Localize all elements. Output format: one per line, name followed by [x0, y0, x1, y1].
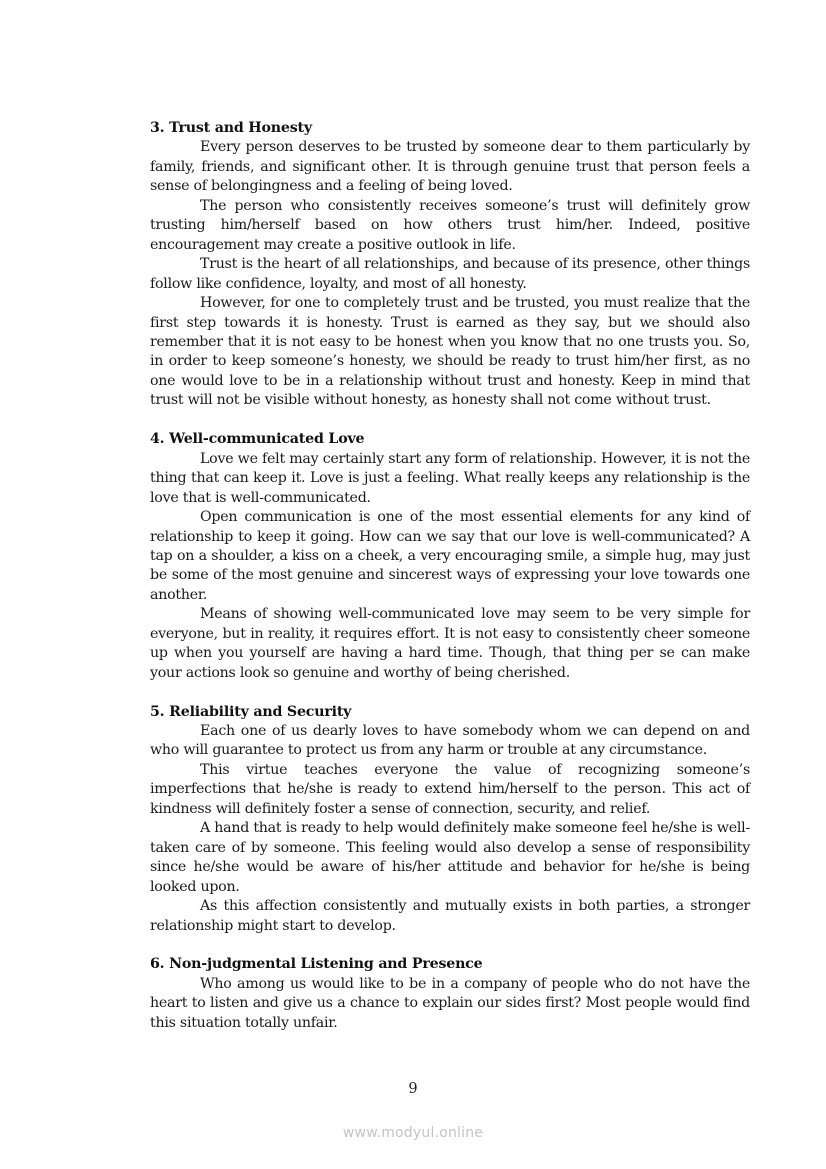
paragraph: Open communication is one of the most essential elements for any kind of relationship to keep it going. How can we say that our love is well-communicated? A tap on a shoulder, a kiss on a cheek, a very encouraging smile, a simple hug, may just be some of the most genuine and sincerest ways of expressing your love towards one another.: [150, 509, 750, 603]
document-body: [150, 119, 750, 1053]
paragraph: As this affection consistently and mutually exists in both parties, a stronger relationship might start to develop.: [150, 898, 750, 934]
section-non-judgmental-listening: [150, 955, 750, 1033]
page-number: 9: [408, 1081, 418, 1097]
paragraph: The person who consistently receives someone’s trust will definitely grow trusting him/herself based on how others trust him/her. Indeed, positive encouragement may create a positive outlook in life.: [150, 197, 750, 253]
paragraph: Trust is the heart of all relationships, and because of its presence, other things follow like confidence, loyalty, and most of all honesty.: [150, 256, 750, 292]
section-heading: 5. Reliability and Security: [150, 703, 352, 720]
paragraph: Means of showing well-communicated love may seem to be very simple for everyone, but in reality, it requires effort. It is not easy to consistently cheer someone up when you yourself are having a hard time. Though, that thing per se can make your actions look so genuine and worthy of being cherished.: [150, 606, 750, 681]
paragraph: Love we felt may certainly start any form of relationship. However, it is not the thing that can keep it. Love is just a feeling. What really keeps any relationship is the love that is well-communicated.: [150, 450, 750, 506]
paragraph: However, for one to completely trust and be trusted, you must realize that the first step towards it is honesty. Trust is earned as they say, but we should also remember that it is not easy to be honest when you know that no one trusts you. So, in order to keep someone’s honesty, we should be ready to trust him/her first, as no one would love to be in a relationship without trust and honesty. Keep in mind that trust will not be visible without honesty, as honesty shall not come without trust.: [150, 295, 750, 409]
section-heading: 3. Trust and Honesty: [150, 120, 312, 136]
section-reliability-and-security: [150, 703, 750, 936]
section-well-communicated-love: [150, 430, 750, 683]
paragraph: Every person deserves to be trusted by someone dear to them particularly by family, friends, and significant other. It is through genuine trust that person feels a sense of belongingness and a feeling of being loved.: [150, 139, 750, 195]
section-heading: 4. Well-communicated Love: [150, 431, 365, 448]
paragraph: Each one of us dearly loves to have somebody whom we can depend on and who will guarantee to protect us from any harm or trouble at any circumstance.: [150, 723, 750, 759]
paragraph: This virtue teaches everyone the value of recognizing someone’s imperfections that he/she is ready to extend him/herself to the person. This act of kindness will definitely foster a sense of connection, security, and relief.: [150, 761, 750, 817]
section-trust-and-honesty: [150, 119, 750, 411]
watermark: www.modyul.online: [342, 1125, 484, 1141]
paragraph: Who among us would like to be in a company of people who do not have the heart to listen and give us a chance to explain our sides first? Most people would find this situation totally unfair.: [150, 975, 750, 1031]
paragraph: A hand that is ready to help would definitely make someone feel he/she is well-taken care of by someone. This feeling would also develop a sense of responsibility since he/she would be aware of his/her attitude and behavior for he/she is being looked upon.: [150, 820, 751, 895]
section-heading: 6. Non-judgmental Listening and Presence: [150, 956, 483, 973]
